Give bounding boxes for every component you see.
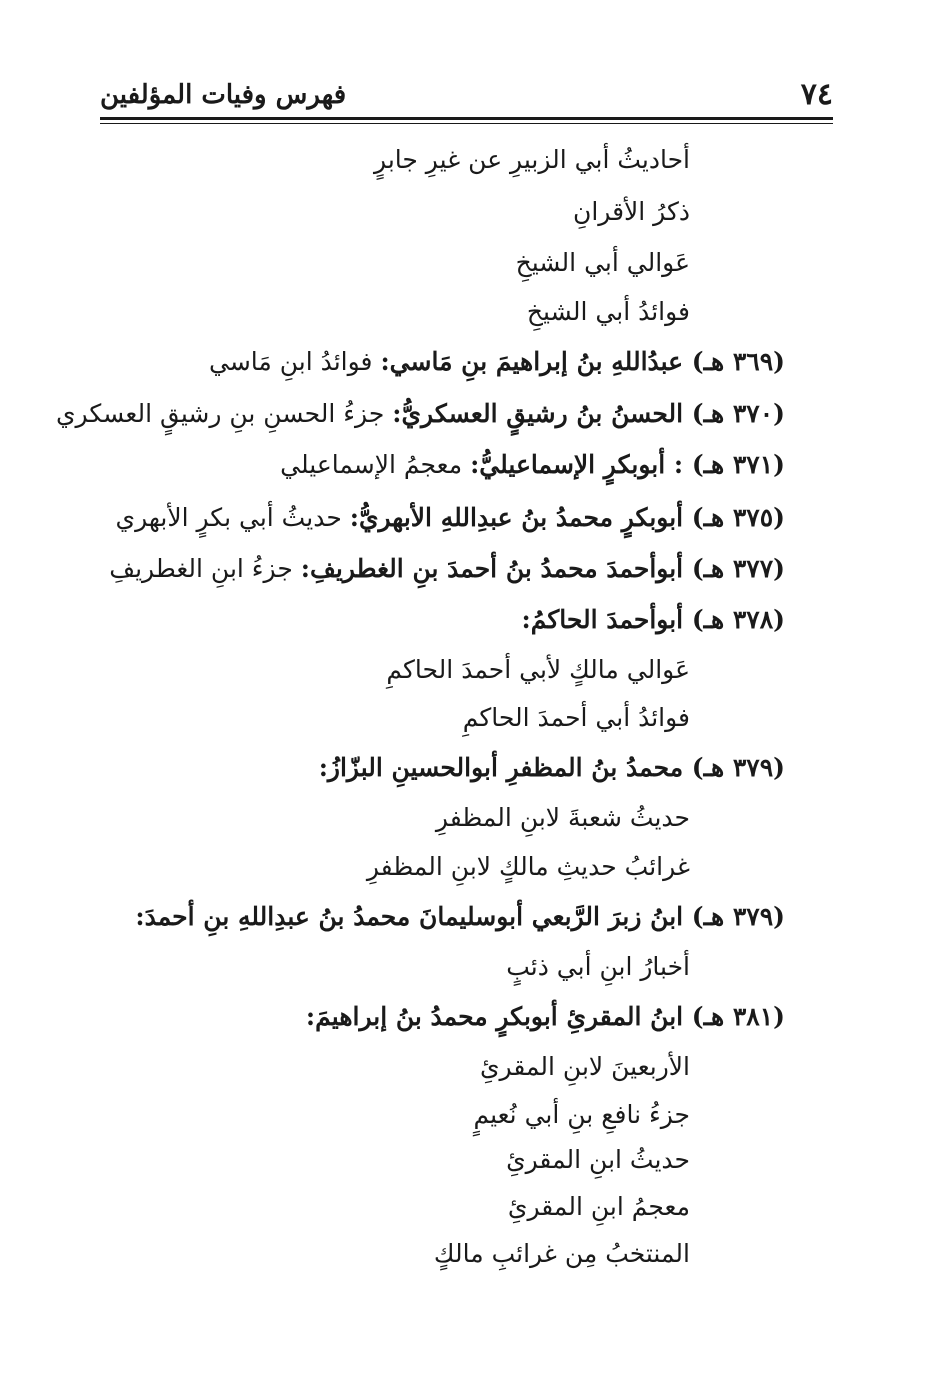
entry-author: (٣٧٨ هـ) أبوأحمدَ الحاكمُ: xyxy=(521,605,785,634)
index-entry xyxy=(522,600,785,640)
index-entry xyxy=(306,997,785,1037)
page-header xyxy=(100,76,833,116)
entry-author: (٣٧٠ هـ) الحسنُ بنُ رشيقٍ العسكريُّ: xyxy=(392,399,785,428)
index-entry xyxy=(280,445,785,485)
entry-author: (٣٧٧ هـ) أبوأحمدَ محمدُ بنُ أحمدَ بنِ الغطريفِ: xyxy=(300,554,785,583)
entry-author: (٣٧٥ هـ) أبوبكرٍ محمدُ بنُ عبدِاللهِ الأبهريُّ: xyxy=(349,503,785,532)
index-subentry: حديثُ شعبةَ لابنِ المظفرِ xyxy=(435,803,690,832)
entry-author: (٣٨١ هـ) ابنُ المقرئِ أبوبكرٍ محمدُ بنُ إبراهيمَ: xyxy=(305,1002,785,1031)
running-title: فهرس وفيات المؤلفين xyxy=(100,80,347,110)
header-rule-thick xyxy=(100,117,833,120)
index-entry xyxy=(116,498,786,538)
index-subentry: المنتخبُ مِن غرائبِ مالكٍ xyxy=(433,1239,690,1268)
index-subentry: أحاديثُ أبي الزبيرِ عن غيرِ جابرٍ xyxy=(374,145,690,174)
index-entry xyxy=(209,342,785,382)
index-subentry: ذكرُ الأقرانِ xyxy=(572,197,690,226)
entry-work: جزءُ ابنِ الغطريفِ xyxy=(109,554,301,583)
index-entry xyxy=(135,897,785,937)
header-rule-thin xyxy=(100,123,833,124)
page-number: ٧٤ xyxy=(800,77,833,112)
index-subentry: أخبارُ ابنِ أبي ذئبٍ xyxy=(506,952,690,981)
index-subentry: جزءُ نافعِ بنِ أبي نُعيمٍ xyxy=(473,1100,690,1129)
entry-author: (٣٧١ هـ) : أبوبكرٍ الإسماعيليُّ: xyxy=(470,450,785,479)
entry-work: جزءُ الحسنِ بنِ رشيقٍ العسكري xyxy=(55,399,393,428)
index-subentry: عَوالي أبي الشيخِ xyxy=(515,248,690,277)
entry-author: (٣٧٩ هـ) محمدُ بنُ المظفرِ أبوالحسينِ البزّازُ: xyxy=(318,753,785,782)
entry-author: (٣٧٩ هـ) ابنُ زبرَ الرَّبعي أبوسليمانَ محمدُ بنُ عبدِاللهِ بنِ أحمدَ: xyxy=(135,902,785,931)
index-subentry: حديثُ ابنِ المقرئِ xyxy=(506,1145,690,1174)
entry-author: (٣٦٩ هـ) عبدُاللهِ بنُ إبراهيمَ بنِ مَاسي: xyxy=(380,347,785,376)
index-subentry: الأربعينَ لابنِ المقرئِ xyxy=(479,1052,690,1081)
index-subentry: فوائدُ أبي الشيخِ xyxy=(526,297,690,326)
entry-work: حديثُ أبي بكرٍ الأبهري xyxy=(115,503,350,532)
index-entry xyxy=(109,549,785,589)
index-entry xyxy=(319,748,785,788)
index-entry xyxy=(56,394,785,434)
index-subentry: عَوالي مالكٍ لأبي أحمدَ الحاكمِ xyxy=(386,655,690,684)
entry-work: معجمُ الإسماعيلي xyxy=(280,450,471,479)
index-subentry: غرائبُ حديثِ مالكٍ لابنِ المظفرِ xyxy=(366,852,690,881)
index-subentry: معجمُ ابنِ المقرئِ xyxy=(507,1192,690,1221)
entry-work: فوائدُ ابنِ مَاسي xyxy=(208,347,381,376)
index-subentry: فوائدُ أبي أحمدَ الحاكمِ xyxy=(462,703,690,732)
